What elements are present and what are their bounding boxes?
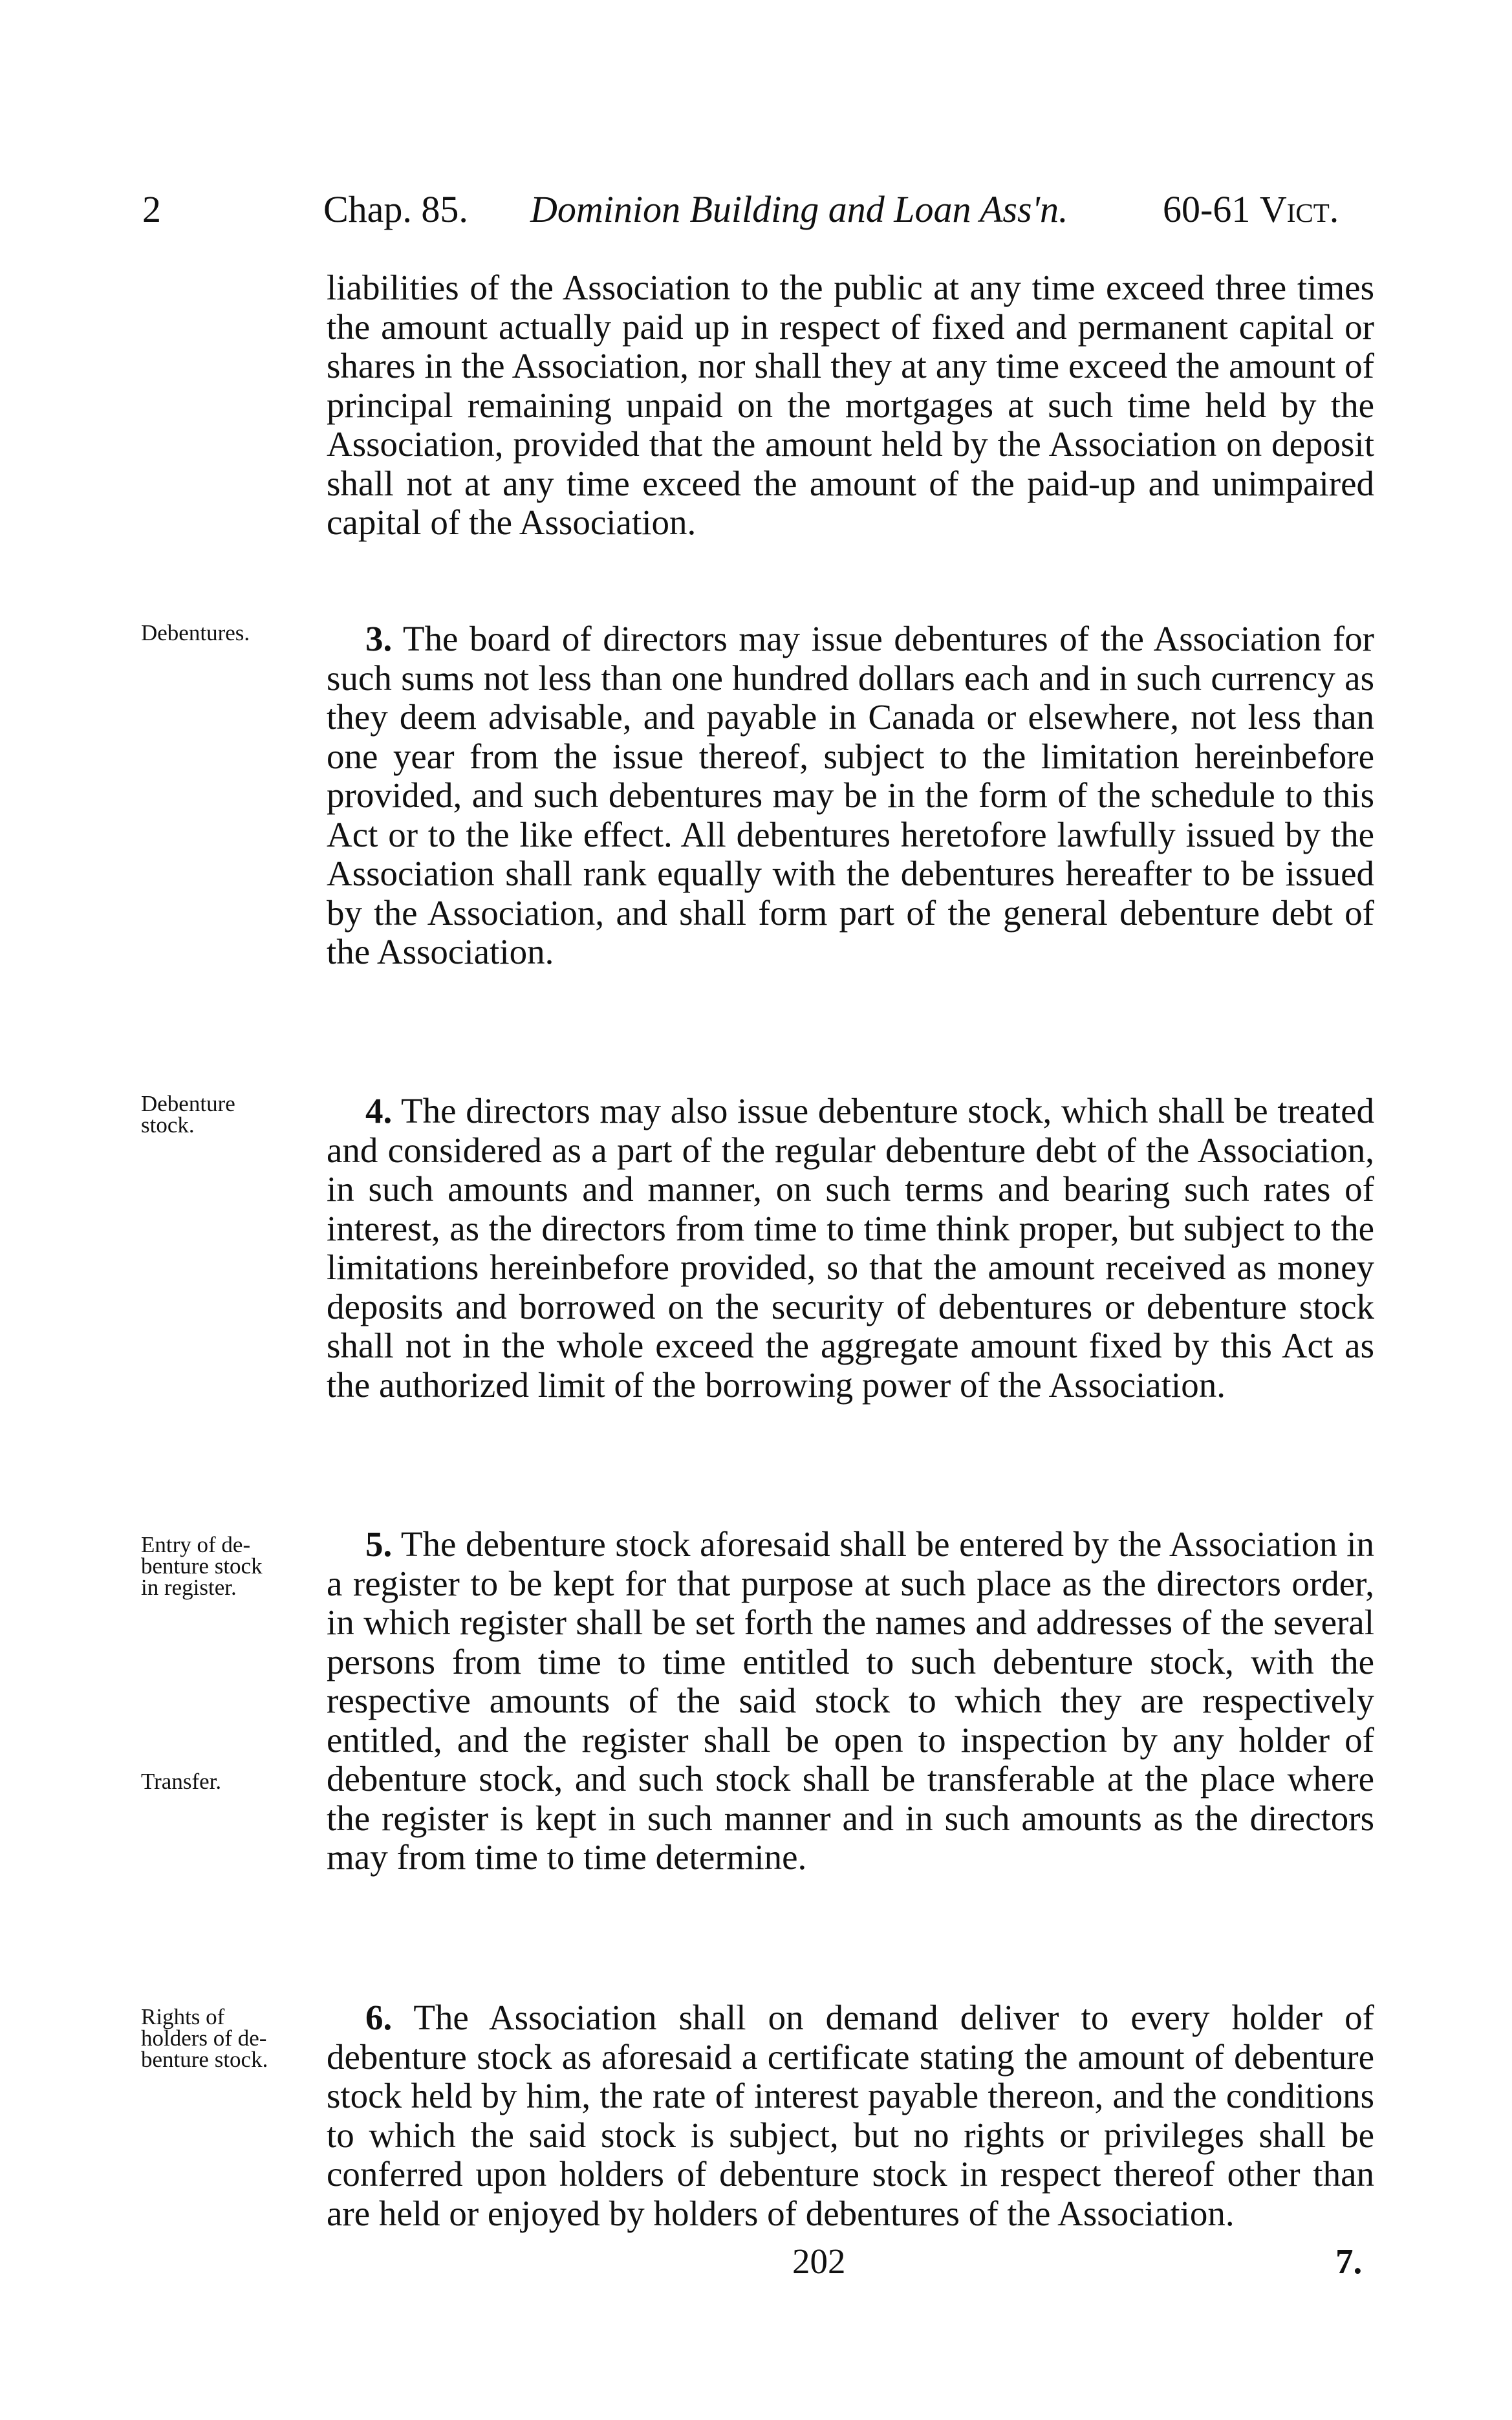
section-5-number: 5. — [365, 1524, 393, 1564]
section-4-number: 4. — [365, 1091, 393, 1130]
catchword: 7. — [1335, 2242, 1363, 2281]
sidenote-line: holders of de- — [141, 2026, 267, 2051]
section-4 — [327, 1092, 1374, 1405]
section-6-number: 6. — [365, 1998, 393, 2037]
sidenote-debentures: Debentures. — [141, 620, 250, 645]
regnal-year-monarch: Vict. — [1259, 188, 1339, 230]
sidenote-transfer: Transfer. — [141, 1769, 222, 1794]
page-number: 2 — [142, 188, 161, 230]
regnal-year-number: 60-61 — [1163, 188, 1260, 230]
section-5 — [327, 1525, 1374, 1877]
section-4-text: The directors may also issue debenture stock, which shall be treated and considered as a part of the regular debenture debt of the Association, in such amounts and manner, on such terms and bearing such rates of interest, as the directors from time to time think proper, but subject to the limitations hereinbefore provided, so that the amount received as money deposits and borrowed on the security of debentures or debenture stock shall not in the whole exceed the aggregate amount fixed by this Act as the authorized limit of the borrowing power of the Association. — [327, 1091, 1374, 1405]
section-6 — [327, 1998, 1374, 2233]
sidenote-line: stock. — [141, 1112, 195, 1138]
section-6-text: The Association shall on demand deliver to every holder of debenture stock as aforesaid a certificate stating the amount of debenture stock held by him, the rate of interest payable thereon, and the conditions to which the said stock is subject, but no rights or privileges shall be conferred upon holders of debenture stock in respect thereof other than are held or enjoyed by holders of debentures of the Association. — [327, 1998, 1374, 2233]
sidenote-line: Rights of — [141, 2004, 225, 2029]
section-3-number: 3. — [365, 619, 393, 658]
sidenote-line: Debenture — [141, 1091, 235, 1116]
running-title: Dominion Building and Loan Ass'n. — [530, 188, 1068, 230]
sidenote-line: benture stock — [141, 1553, 263, 1579]
footer-page-number: 202 — [792, 2242, 846, 2281]
regnal-year — [1163, 188, 1339, 231]
sidenote-line: Entry of de- — [141, 1532, 251, 1557]
chapter-label: Chap. 85. — [323, 188, 468, 230]
sidenote-line: in register. — [141, 1575, 237, 1600]
section-3 — [327, 620, 1374, 972]
sidenote-line: benture stock. — [141, 2047, 268, 2072]
continuation-paragraph — [327, 268, 1374, 543]
section-3-text: The board of directors may issue debentures of the Association for such sums not less than one hundred dollars each and in such currency as they deem advisable, and payable in Canada or elsewhere, not less than one year from the issue thereof, subject to the limitation hereinbefore provided, and such debentures may be in the form of the schedule to this Act or to the like effect. All debentures heretofore lawfully issued by the Association shall rank equally with the debentures hereafter to be issued by the Association, and shall form part of the general debenture debt of the Association. — [327, 619, 1374, 971]
sidenote-entry-in-register — [141, 1534, 325, 1598]
continuation-text: liabilities of the Association to the public at any time exceed three times the amount actually paid up in respect of fixed and permanent capital or shares in the Association, nor shall they at any time exceed the amount of principal remaining unpaid on the mortgages at such time held by the Association, provided that the amount held by the Association on deposit shall not at any time exceed the amount of the paid-up and unimpaired capital of the Association. — [327, 268, 1374, 542]
section-5-text: The debenture stock aforesaid shall be entered by the Association in a register to be kept for that purpose at such place as the directors order, in which register shall be set forth the names and addresses of the several persons from time to time entitled to such debenture stock, with the respective amounts of the said stock to which they are respectively entitled, and the register shall be open to inspection by any holder of debenture stock, and such stock shall be transferable at the place where the register is kept in such manner and in such amounts as the directors may from time to time determine. — [327, 1524, 1374, 1877]
sidenote-debenture-stock — [141, 1093, 325, 1136]
sidenote-rights-of-holders — [141, 2006, 325, 2070]
